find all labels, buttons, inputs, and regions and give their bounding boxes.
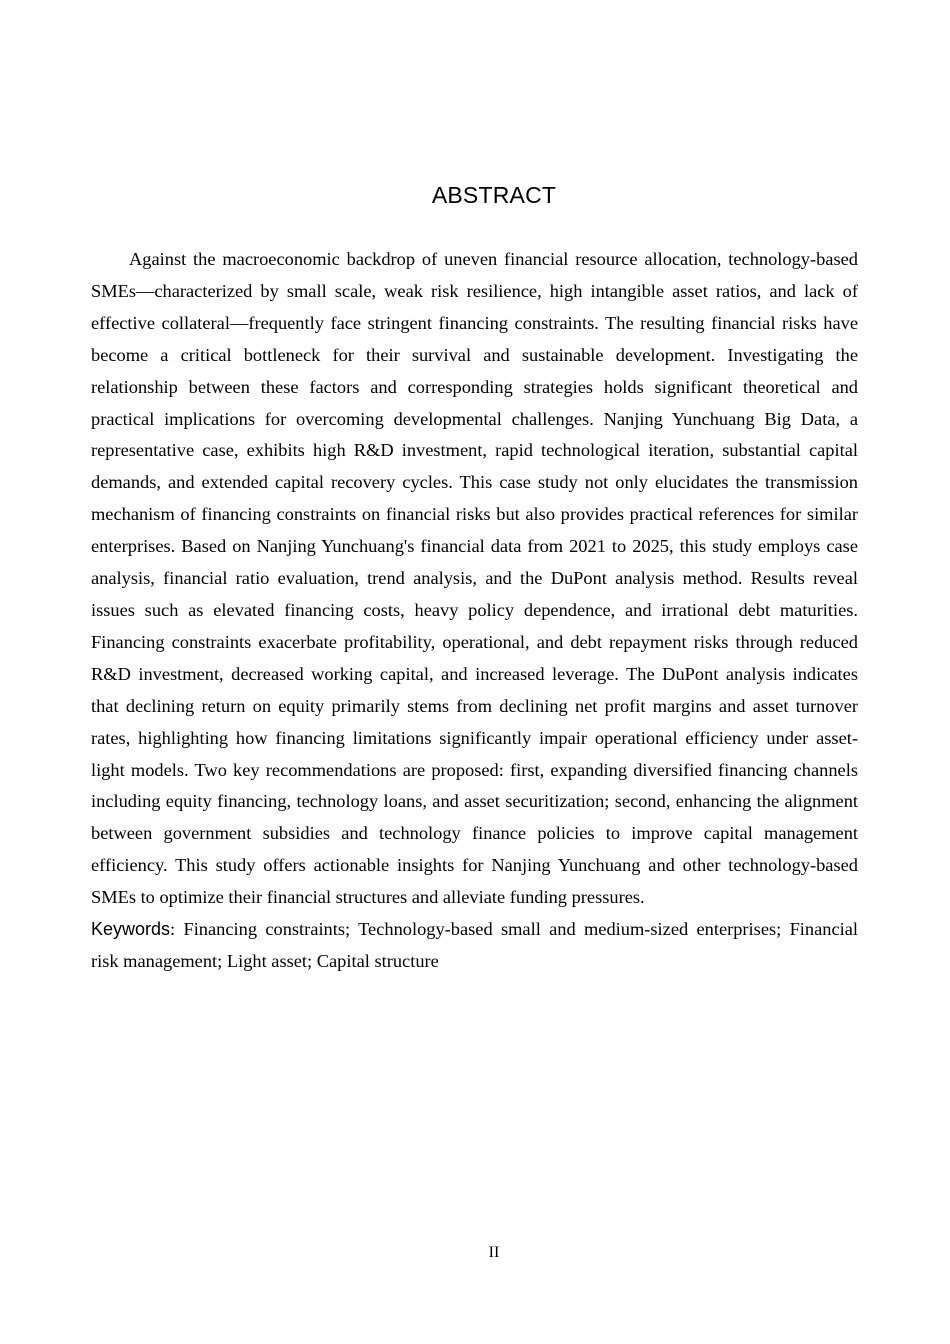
keywords-line xyxy=(91,914,858,978)
keywords-label: Keywords xyxy=(91,919,171,940)
abstract-paragraph: Against the macroeconomic backdrop of uneven financial resource allocation, technology-based SMEs—characterized by small scale, weak risk resilience, high intangible asset ratios, and lack of effective collateral—frequently face stringent financing constraints. The resulting financial risks have become a critical bottleneck for their survival and sustainable development. Investigating the relationship between these factors and corresponding strategies holds significant theoretical and practical implications for overcoming developmental challenges. Nanjing Yunchuang Big Data, a representative case, exhibits high R&D investment, rapid technological iteration, substantial capital demands, and extended capital recovery cycles. This case study not only elucidates the transmission mechanism of financing constraints on financial risks but also provides practical references for similar enterprises. Based on Nanjing Yunchuang's financial data from 2021 to 2025, this study employs case analysis, financial ratio evaluation, trend analysis, and the DuPont analysis method. Results reveal issues such as elevated financing costs, heavy policy dependence, and irrational debt maturities. Financing constraints exacerbate profitability, operational, and debt repayment risks through reduced R&D investment, decreased working capital, and increased leverage. The DuPont analysis indicates that declining return on equity primarily stems from declining net profit margins and asset turnover rates, highlighting how financing limitations significantly impair operational efficiency under asset-light models. Two key recommendations are proposed: first, expanding diversified financing channels including equity financing, technology loans, and asset securitization; second, enhancing the alignment between government subsidies and technology finance policies to improve capital management efficiency. This study offers actionable insights for Nanjing Yunchuang and other technology-based SMEs to optimize their financial structures and alleviate funding pressures. xyxy=(91,249,858,908)
keywords-separator: : xyxy=(170,919,184,940)
page-number: II xyxy=(488,1244,500,1261)
abstract-body xyxy=(91,244,858,978)
abstract-title: ABSTRACT xyxy=(431,182,557,208)
keywords-text: Financing constraints; Technology-based small and medium-sized enterprises; Financial risk management; Light asset; Capital structure xyxy=(91,919,859,971)
